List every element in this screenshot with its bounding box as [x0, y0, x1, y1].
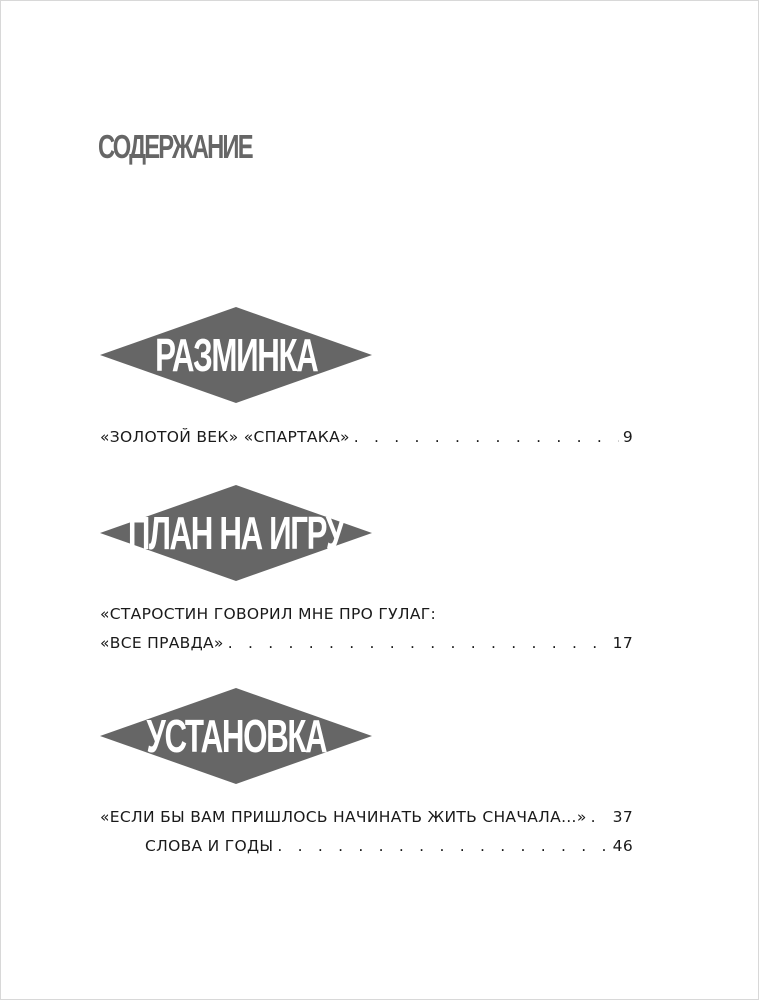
toc-page-number: 37 [612, 808, 633, 826]
toc-entry [145, 837, 633, 855]
section-banner-plan-na-igru [100, 485, 372, 581]
toc-page-number: 17 [612, 634, 633, 652]
section-title: ПЛАН НА ИГРУ [128, 507, 344, 559]
page-title: СОДЕРЖАНИЕ [98, 128, 252, 165]
toc-entry [100, 808, 633, 826]
dot-leader [228, 634, 609, 652]
dot-leader [277, 837, 608, 855]
dot-leader [591, 808, 609, 826]
toc-entry-title: СЛОВА И ГОДЫ [145, 837, 274, 855]
section-banner-razminka [100, 307, 372, 403]
section-title: РАЗМИНКА [154, 329, 318, 381]
toc-entry [100, 634, 633, 652]
toc-entry-title: «ВСЕ ПРАВДА» [100, 634, 224, 652]
toc-entry-title: «ЗОЛОТОЙ ВЕК» «СПАРТАКА» [100, 428, 350, 446]
dot-leader [354, 428, 619, 446]
toc-page-number: 46 [612, 837, 633, 855]
toc-page-number: 9 [622, 428, 633, 446]
toc-entry-title: «ЕСЛИ БЫ ВАМ ПРИШЛОСЬ НАЧИНАТЬ ЖИТЬ СНАЧАЛА…» [100, 808, 587, 826]
toc-entry [100, 428, 633, 446]
section-banner-ustanovka [100, 688, 372, 784]
toc-entry-title-line1: «СТАРОСТИН ГОВОРИЛ МНЕ ПРО ГУЛАГ: [100, 605, 437, 623]
section-title: УСТАНОВКА [146, 710, 326, 762]
